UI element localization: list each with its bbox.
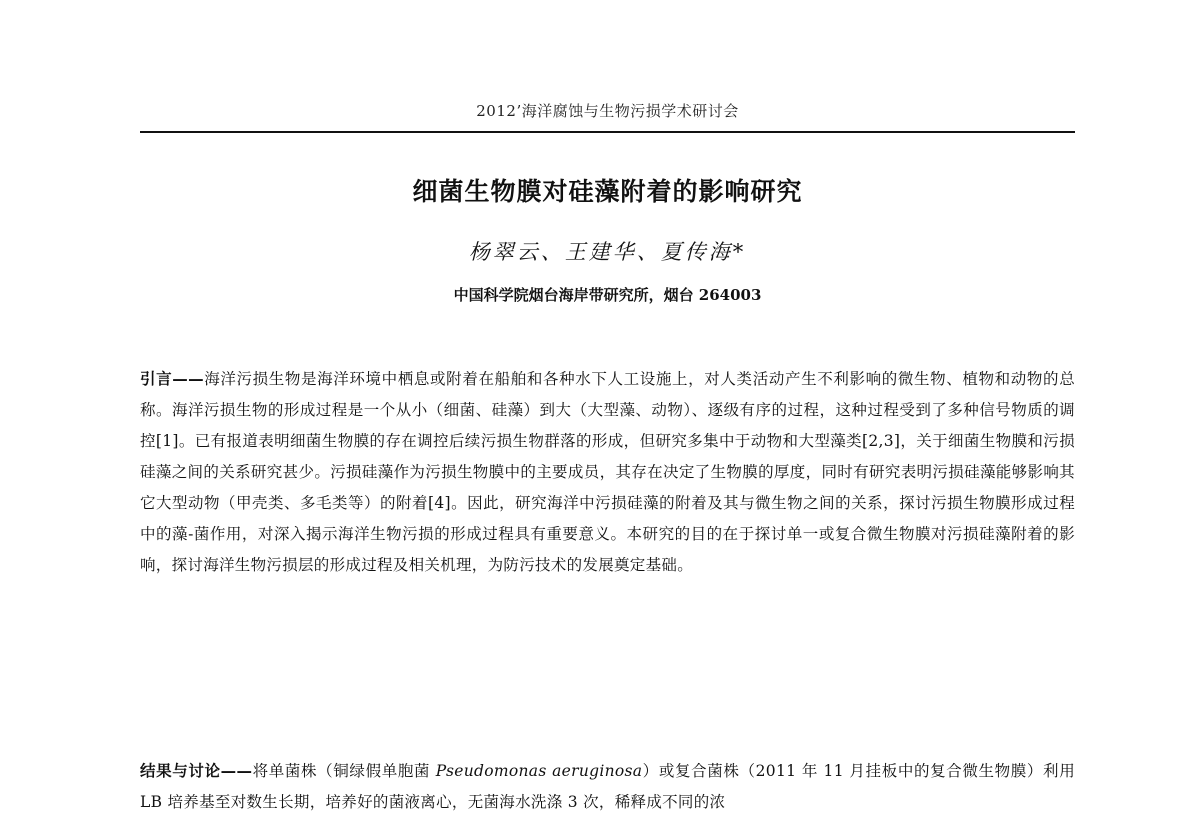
results-text-continued: ）或复合菌株（2011 年 11 月挂板中的复合微生物膜）利用 LB 培养基至对数生长期，培养好的菌液离心，无菌海水洗涤 3 次，稀释成不同的浓 [140,762,1075,811]
paper-title: 细菌生物膜对硅藻附着的影响研究 [412,177,803,206]
introduction-text: 海洋污损生物是海洋环境中栖息或附着在船舶和各种水下人工设施上，对人类活动产生不利影响的微生物、植物和动物的总称。海洋污损生物的形成过程是一个从小（细菌、硅藻）到大（大型藻、动物）、逐级有序的过程，这种过程受到了多种信号物质的调控[1]。已有报道表明细菌生物膜的存在调控后续污损生物群落的形成，但研究多集中于动物和大型藻类[2,3]，关于细菌生物膜和污损硅藻之间的关系研究甚少。污损硅藻作为污损生物膜中的主要成员，其存在决定了生物膜的厚度，同时有研究表明污损硅藻能够影响其它大型动物（甲壳类、多毛类等）的附着[4]。因此，研究海洋中污损硅藻的附着及其与微生物之间的关系，探讨污损生物膜形成过程中的藻-菌作用，对深入揭示海洋生物污损的形成过程具有重要意义。本研究的目的在于探讨单一或复合微生物膜对污损硅藻附着的影响，探讨海洋生物污损层的形成过程及相关机理，为防污技术的发展奠定基础。 [140,370,1075,574]
running-header: 2012’海洋腐蚀与生物污损学术研讨会 [476,102,739,120]
introduction-paragraph [140,364,1075,581]
results-heading: 结果与讨论—— [140,762,253,780]
author-affiliation: 中国科学院烟台海岸带研究所，烟台 264003 [453,286,762,304]
results-paragraph [140,756,1075,818]
author-list: 杨翠云、王建华、夏传海* [468,240,747,264]
species-name: Pseudomonas aeruginosa [435,762,643,780]
introduction-heading: 引言—— [140,370,204,388]
results-text-start: 将单菌株（铜绿假单胞菌 [252,762,436,780]
header-rule [140,131,1075,133]
